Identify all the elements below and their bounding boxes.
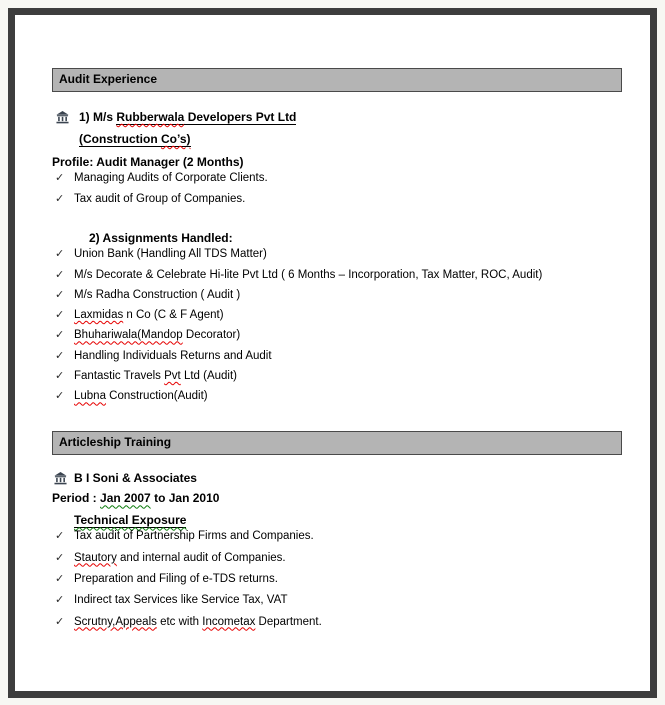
articleship-list [52,529,622,629]
text-segment: Jan 2007 [100,491,151,506]
list-item [52,247,622,262]
list-item-text [74,594,287,606]
text-segment: M/s Radha Construction ( Audit ) [74,288,241,301]
list-item-text [74,172,268,184]
text-segment: Preparation and Filing of e-TDS returns. [74,572,278,585]
list-item-text [74,573,278,585]
text-segment: Rubberwala [116,109,185,124]
employer-subtitle [79,132,622,148]
check-icon: ✓ [55,370,65,383]
audit-duties-list [52,171,622,208]
check-icon: ✓ [55,615,65,628]
list-item-text [74,329,240,341]
building-icon [54,472,67,485]
list-item-text [74,390,208,402]
section-header-label: Audit Experience [59,72,158,86]
list-item [52,328,622,343]
check-icon: ✓ [55,390,65,403]
text-segment: Ltd (Audit) [180,370,237,383]
check-icon: ✓ [55,309,65,322]
check-icon: ✓ [55,551,65,564]
section-header-label: Articleship Training [59,434,172,449]
text-segment: Managing Audits of Corporate Clients. [74,171,268,184]
text-segment: Incometax [202,615,256,628]
text-segment: Co’s) [161,131,191,146]
list-item-text [74,616,322,628]
text-segment: (Construction [79,131,161,146]
period-line [52,491,622,507]
list-item [52,192,622,207]
text-segment: Department. [255,615,322,628]
list-item-text [74,552,286,564]
list-item-text [74,248,267,260]
text-segment: Stautory [74,551,117,564]
text-segment: 1) M/s [79,109,117,124]
check-icon: ✓ [55,594,65,607]
check-icon: ✓ [55,530,65,543]
text-segment: Laxmidas [74,309,124,322]
list-item-text [74,370,237,382]
list-item [52,349,622,364]
list-item [52,369,622,384]
list-item [52,551,622,566]
building-icon [56,111,69,124]
list-item-text [74,530,314,542]
text-segment: Handling Individuals Returns and Audit [74,349,272,362]
text-segment: Bhuhariwala(Mandop [74,329,183,342]
section-header-articleship-training [52,431,622,455]
list-item [52,529,622,544]
list-item [52,171,622,186]
text-segment: M/s Decorate & Celebrate Hi-lite Pvt Ltd ( 6 Months – Incorporation, Tax Matter, ROC, Audit) [74,268,543,281]
text-segment: to Jan 2010 [150,491,220,506]
check-icon: ✓ [55,349,65,362]
list-item [52,572,622,587]
text-segment: Fantastic Travels [74,370,165,383]
check-icon: ✓ [55,193,65,206]
list-item [52,308,622,323]
list-item-text [74,309,224,321]
text-segment: B I Soni & Associates [74,470,197,485]
text-segment: Pvt [164,370,181,383]
check-icon: ✓ [55,171,65,184]
list-item [52,389,622,404]
profile-line: Profile: Audit Manager (2 Months) [52,154,244,169]
check-icon: ✓ [55,268,65,281]
resume-page [15,15,650,691]
list-item [52,288,622,303]
check-icon: ✓ [55,248,65,261]
text-segment: Scrutny,Appeals [74,615,157,628]
text-segment: Lubna [74,390,106,403]
text-segment: Developers Pvt Ltd [184,109,297,124]
text-segment: etc with [156,615,203,628]
technical-exposure-heading [74,513,622,529]
list-item-text [74,350,272,362]
assignments-list [52,247,622,404]
list-item-text [74,269,542,281]
text-segment: Indirect tax Services like Service Tax, VAT [74,594,288,607]
text-segment: Period : [52,491,101,506]
check-icon: ✓ [55,288,65,301]
assignments-heading: 2) Assignments Handled: [89,231,233,246]
text-segment: Tax audit of Partnership Firms and Companies. [74,530,314,543]
section-header-audit-experience [52,68,622,92]
list-item [52,593,622,608]
check-icon: ✓ [55,329,65,342]
text-segment: Union Bank (Handling All TDS Matter) [74,248,267,261]
text-segment: Technical Exposure [74,513,187,528]
list-item-text [74,289,240,301]
check-icon: ✓ [55,572,65,585]
text-segment: Tax audit of Group of Companies. [74,193,246,206]
text-segment: Decorator) [182,329,241,342]
employer-name [79,110,296,126]
text-segment: Construction(Audit) [105,390,208,403]
firm-heading [54,471,622,487]
text-segment: and internal audit of Companies. [116,551,286,564]
list-item [52,615,622,630]
list-item [52,268,622,283]
firm-name [74,471,197,487]
list-item-text [74,193,245,205]
document-frame [8,8,657,698]
text-segment: n Co (C & F Agent) [123,309,224,322]
employer-heading [56,110,622,126]
